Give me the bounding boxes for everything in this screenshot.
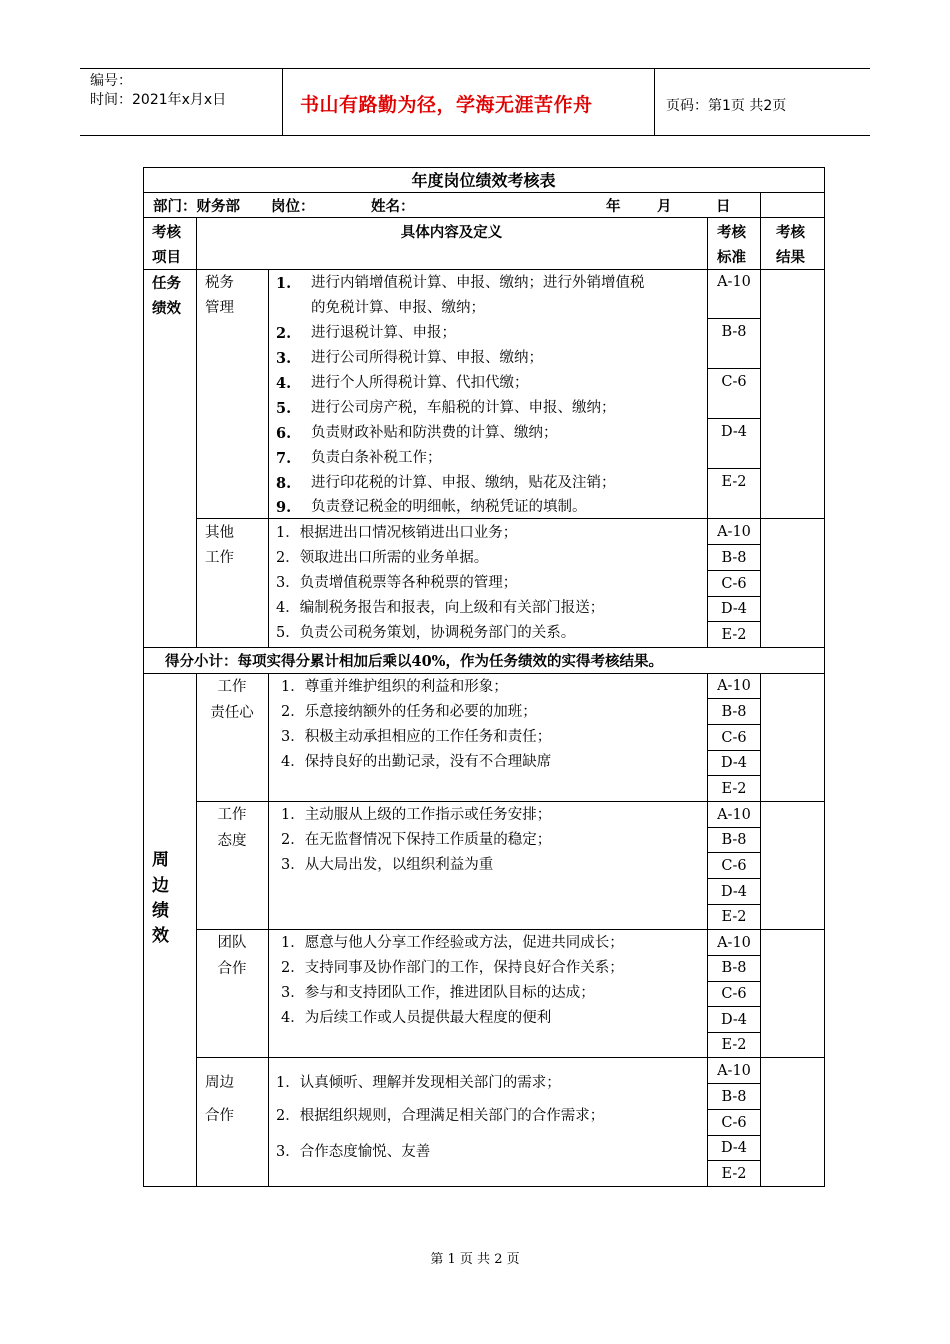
category-char: 绩 (152, 901, 169, 921)
tax-item-num: 6. (276, 425, 292, 442)
responsibility-label-2: 责任心 (210, 705, 254, 721)
grade-a: A-10 (717, 678, 751, 694)
grade-b: B-8 (721, 832, 747, 848)
list-item: 3．负责增值税票等各种税票的管理； (276, 575, 518, 591)
list-item: 4．保持良好的出勤记录，没有不合理缺席 (281, 754, 552, 770)
page-label: 页码：第1页 共2页 (666, 98, 787, 114)
tax-item-text: 进行退税计算、申报； (311, 325, 456, 341)
list-item: 3．积极主动承担相应的工作任务和责任； (281, 729, 552, 745)
grade-e: E-2 (721, 474, 747, 490)
grade-d: D-4 (720, 424, 748, 440)
grade-c: C-6 (721, 1115, 747, 1131)
tax-item-num: 2. (276, 325, 292, 342)
tax-item-num: 8. (276, 475, 292, 492)
month-label: 月 (657, 198, 672, 215)
other-label-1: 其他 (205, 525, 234, 541)
grade-b: B-8 (721, 1089, 747, 1105)
grade-d: D-4 (720, 601, 748, 617)
dept-label: 部门：财务部 (153, 198, 240, 215)
col-item-2: 项目 (152, 249, 181, 266)
grade-c: C-6 (721, 576, 747, 592)
grade-c: C-6 (721, 986, 747, 1002)
list-item: 2．乐意接纳额外的任务和必要的加班； (281, 704, 537, 720)
grade-b: B-8 (721, 960, 747, 976)
grade-c: C-6 (721, 858, 747, 874)
list-item: 1．主动服从上级的工作指示或任务安排； (281, 807, 552, 823)
tax-item-text: 进行内销增值税计算、申报、缴纳；进行外销增值税 (311, 275, 645, 291)
header-meta (90, 72, 226, 110)
cooperation-label-1: 周边 (205, 1075, 234, 1091)
task-category-1: 任务 (152, 275, 181, 292)
day-label: 日 (716, 198, 731, 215)
col-standard-1: 考核 (717, 224, 746, 241)
grade-d: D-4 (720, 755, 748, 771)
grade-c: C-6 (721, 730, 747, 746)
list-item: 5．负责公司税务策划，协调税务部门的关系。 (276, 625, 576, 641)
col-item-1: 考核 (152, 224, 181, 241)
attitude-label-2: 态度 (217, 833, 247, 849)
tax-item-text: 负责登记税金的明细帐，纳税凭证的填制。 (311, 499, 587, 515)
teamwork-label-2: 合作 (217, 961, 247, 977)
attitude-label-1: 工作 (217, 807, 247, 823)
grade-a: A-10 (717, 274, 751, 290)
responsibility-label-1: 工作 (217, 679, 247, 695)
list-item: 4．编制税务报告和报表，向上级和有关部门报送； (276, 600, 605, 616)
col-result-1: 考核 (776, 224, 805, 241)
list-item: 3．从大局出发，以组织利益为重 (281, 857, 494, 873)
tax-item-num: 5. (276, 400, 292, 417)
tax-item-text: 负责财政补贴和防洪费的计算、缴纳； (311, 425, 558, 441)
grade-d: D-4 (720, 1140, 748, 1156)
tax-label-1: 税务 (205, 275, 234, 291)
tax-item-num: 7. (276, 450, 292, 467)
post-label: 岗位： (271, 198, 315, 215)
grade-e: E-2 (721, 1037, 747, 1053)
col-content: 具体内容及定义 (400, 224, 503, 241)
category-char: 效 (152, 926, 169, 946)
grade-e: E-2 (721, 1166, 747, 1182)
tax-item-text: 进行公司所得税计算、申报、缴纳； (311, 350, 543, 366)
tax-item-num: 4. (276, 375, 292, 392)
grade-d: D-4 (720, 1012, 748, 1028)
tax-item-text: 进行印花税的计算、申报、缴纳，贴花及注销； (311, 475, 616, 491)
grade-b: B-8 (721, 550, 747, 566)
tax-label-2: 管理 (205, 300, 234, 316)
grade-a: A-10 (717, 935, 751, 951)
year-label: 年 (606, 198, 621, 215)
grade-a: A-10 (717, 1063, 751, 1079)
code-label: 编号： (90, 73, 132, 89)
tax-item-text: 进行个人所得税计算、代扣代缴； (311, 375, 529, 391)
tax-item-num: 9. (276, 499, 292, 516)
list-item: 2．根据组织规则，合理满足相关部门的合作需求； (276, 1108, 605, 1124)
list-item: 1．尊重并维护组织的利益和形象； (281, 679, 508, 695)
page-footer: 第 1 页 共 2 页 (430, 1252, 520, 1267)
grade-e: E-2 (721, 909, 747, 925)
time-label: 时间：2021年x月x日 (90, 92, 227, 108)
list-item: 2．领取进出口所需的业务单据。 (276, 550, 489, 566)
other-label-2: 工作 (205, 550, 234, 566)
list-item: 1．根据进出口情况核销进出口业务； (276, 525, 518, 541)
grade-e: E-2 (721, 781, 747, 797)
list-item: 1．愿意与他人分享工作经验或方法，促进共同成长； (281, 935, 624, 951)
grade-b: B-8 (721, 704, 747, 720)
teamwork-label-1: 团队 (217, 935, 247, 951)
tax-item-num: 1. (276, 275, 292, 292)
list-item: 1．认真倾听、理解并发现相关部门的需求； (276, 1075, 561, 1091)
tax-item-text: 的免税计算、申报、缴纳； (311, 300, 485, 316)
col-standard-2: 标准 (717, 249, 746, 266)
table-title: 年度岗位绩效考核表 (411, 171, 556, 190)
grade-b: B-8 (721, 324, 747, 340)
task-subtotal: 得分小计：每项实得分累计相加后乘以40%，作为任务绩效的实得考核结果。 (165, 653, 663, 670)
col-result-2: 结果 (776, 249, 805, 266)
category-char: 边 (152, 876, 169, 896)
tax-item-text: 进行公司房产税，车船税的计算、申报、缴纳； (311, 400, 616, 416)
grade-c: C-6 (721, 374, 747, 390)
task-category-2: 绩效 (152, 300, 181, 317)
motto: 书山有路勤为径，学海无涯苦作舟 (300, 94, 593, 116)
list-item: 2．支持同事及协作部门的工作，保持良好合作关系； (281, 960, 624, 976)
grade-a: A-10 (717, 807, 751, 823)
tax-item-text: 负责白条补税工作； (311, 450, 442, 466)
tax-item-num: 3. (276, 350, 292, 367)
grade-a: A-10 (717, 524, 751, 540)
grade-e: E-2 (721, 627, 747, 643)
list-item: 4．为后续工作或人员提供最大程度的便利 (281, 1010, 552, 1026)
list-item: 3．合作态度愉悦、友善 (276, 1144, 431, 1160)
cooperation-label-2: 合作 (205, 1108, 234, 1124)
list-item: 3．参与和支持团队工作，推进团队目标的达成； (281, 985, 595, 1001)
name-label: 姓名： (371, 198, 415, 215)
category-char: 周 (152, 850, 169, 870)
list-item: 2．在无监督情况下保持工作质量的稳定； (281, 832, 552, 848)
grade-d: D-4 (720, 884, 748, 900)
